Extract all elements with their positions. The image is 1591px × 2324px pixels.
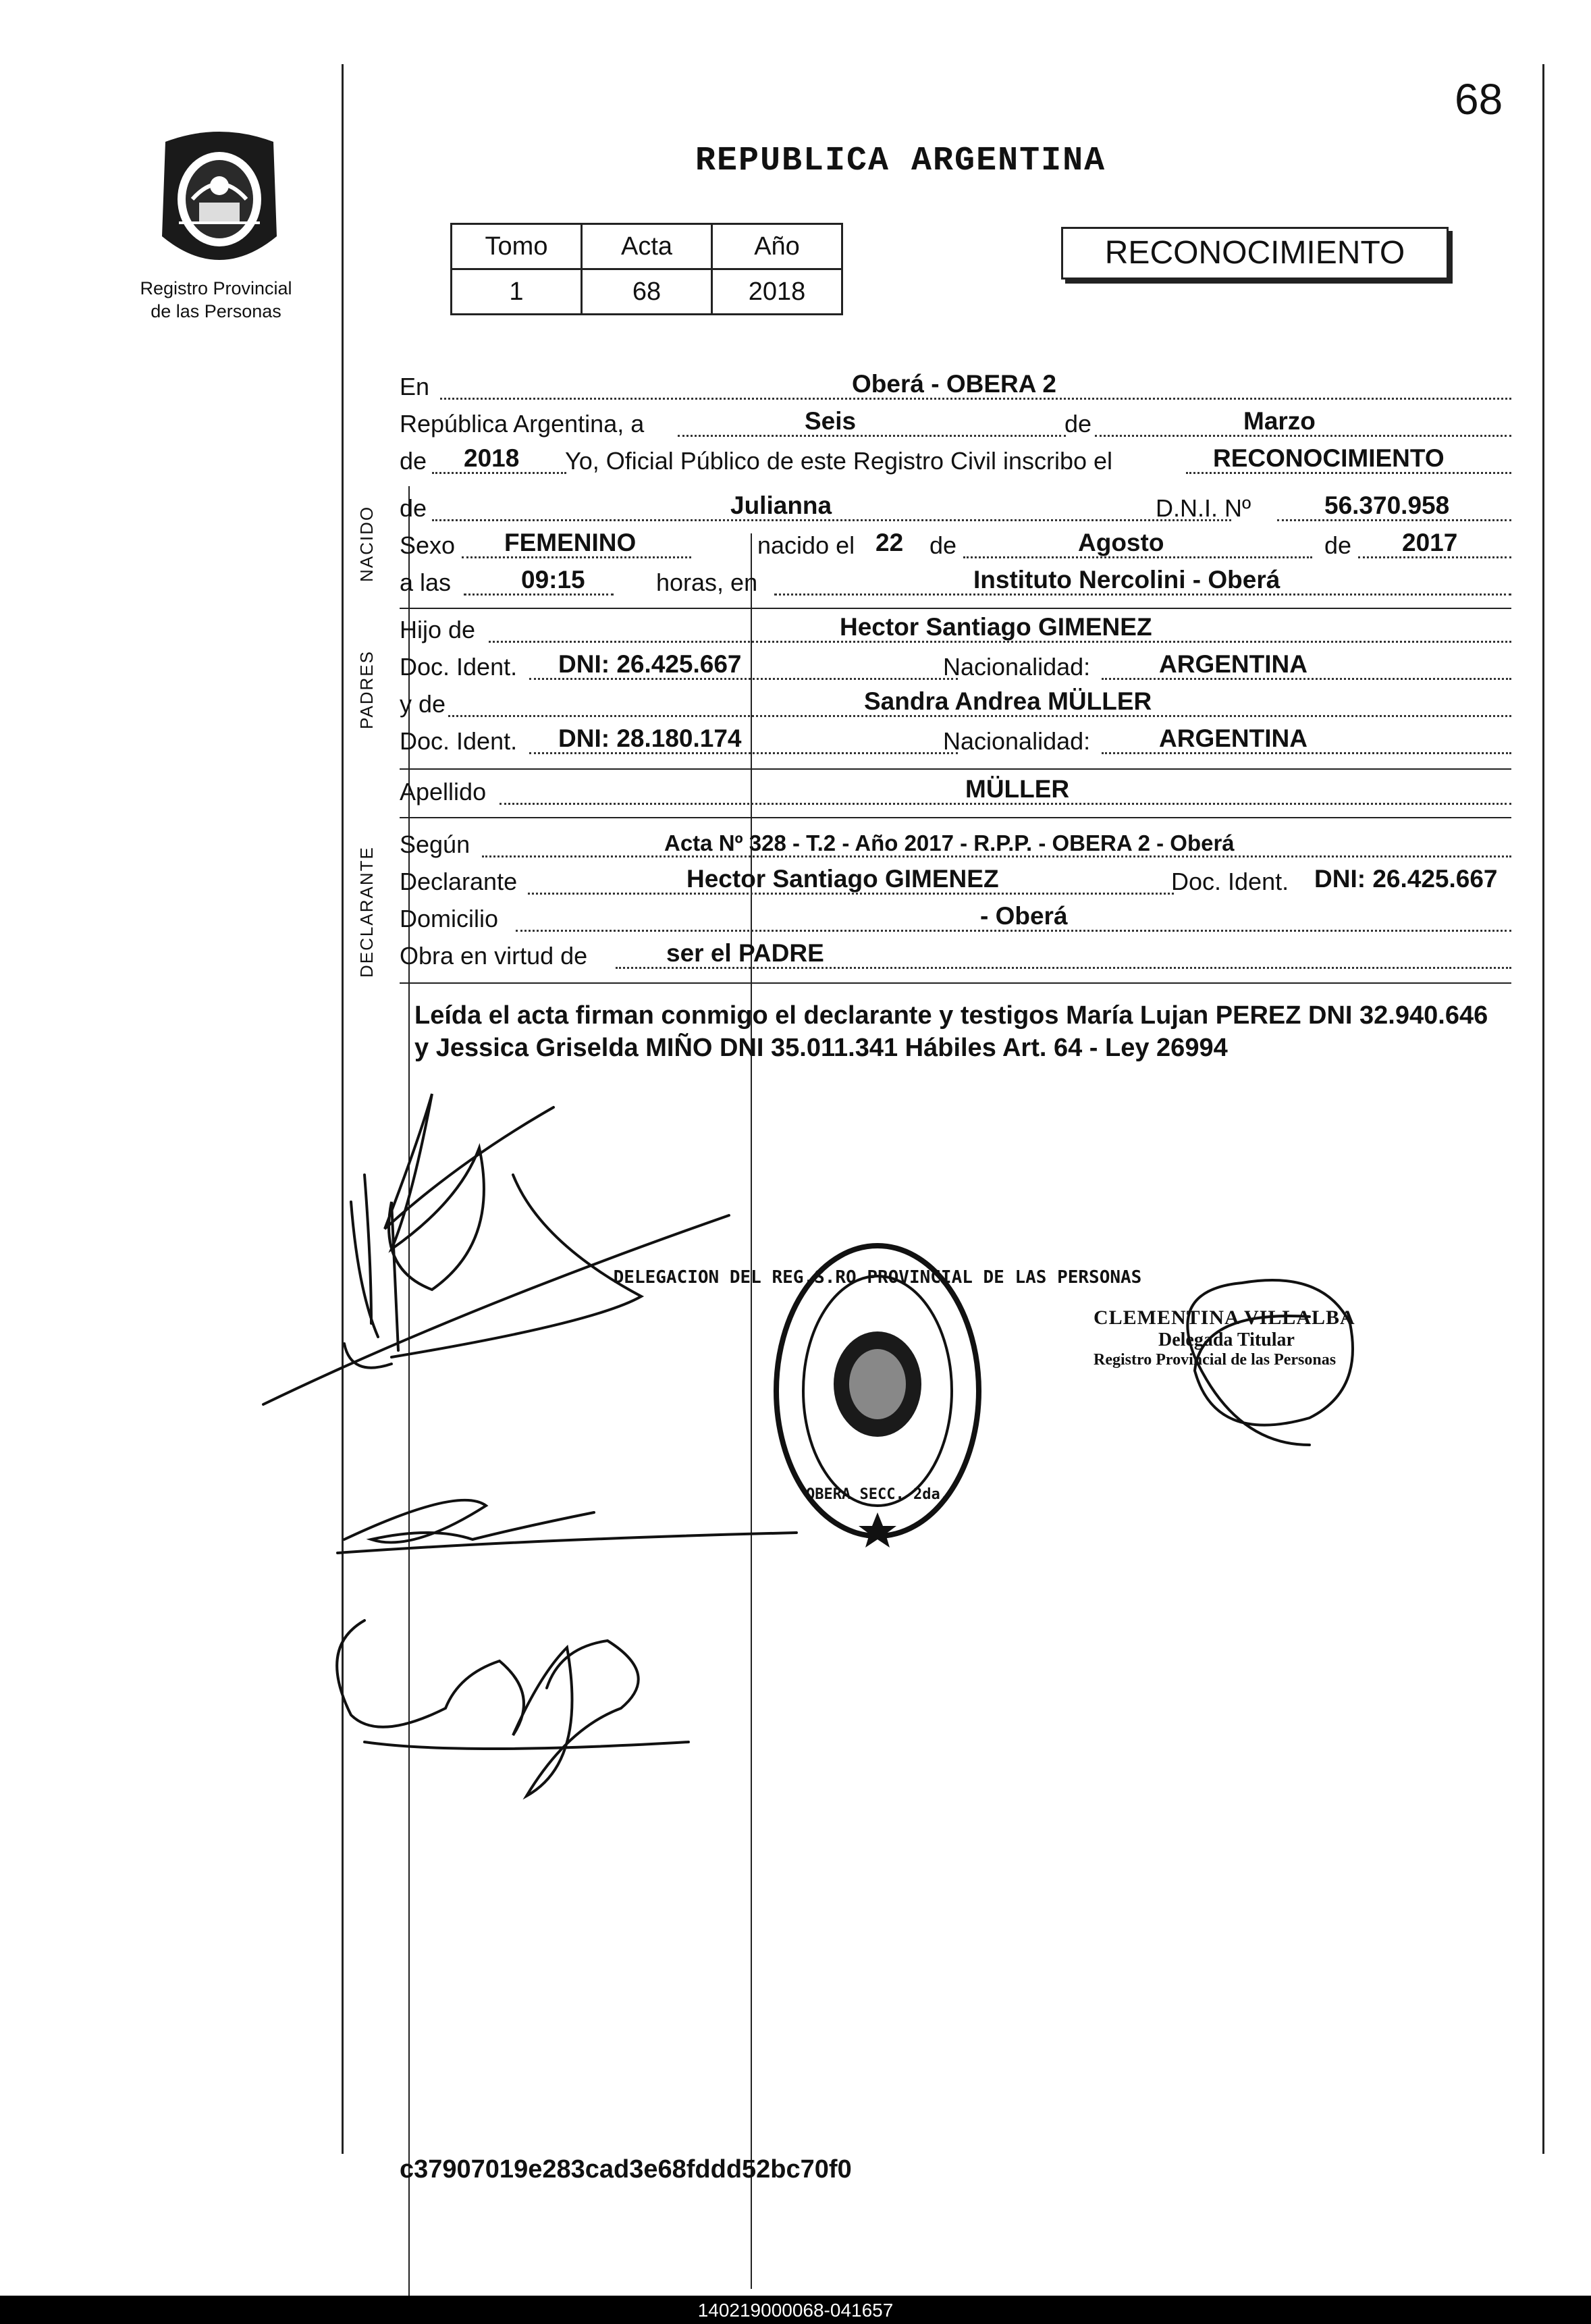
section-divider-apellido bbox=[400, 817, 1511, 818]
witness-signature-1 bbox=[338, 1500, 797, 1553]
en-value: Oberá - OBERA 2 bbox=[852, 370, 1056, 398]
signature-area bbox=[257, 1067, 1539, 1945]
country-title: REPUBLICA ARGENTINA bbox=[695, 142, 1106, 180]
obra-value: ser el PADRE bbox=[666, 939, 824, 967]
page-number: 68 bbox=[1455, 75, 1503, 124]
ano-value: 2018 bbox=[712, 269, 842, 315]
table-header-row bbox=[452, 224, 842, 269]
horas-label: horas, en bbox=[656, 569, 758, 596]
father-nat-value: ARGENTINA bbox=[1159, 650, 1307, 678]
hijo-label: Hijo de bbox=[400, 616, 476, 643]
yde-label: y de bbox=[400, 690, 446, 718]
republica-label: República Argentina, a bbox=[400, 410, 645, 438]
father-nat-label: Nacionalidad: bbox=[943, 653, 1091, 681]
inscribe-value: RECONOCIMIENTO bbox=[1213, 444, 1445, 472]
dni-value: 56.370.958 bbox=[1324, 492, 1450, 519]
birth-de-2: de bbox=[1324, 531, 1352, 559]
row-hour-place bbox=[400, 566, 1511, 600]
footer-code: 140219000068-041657 bbox=[697, 2300, 894, 2321]
domicilio-label: Domicilio bbox=[400, 905, 499, 932]
birth-day: 22 bbox=[875, 529, 904, 556]
sexo-label: Sexo bbox=[400, 531, 456, 559]
hash-code: c37907019e283cad3e68fddd52bc70f0 bbox=[400, 2155, 852, 2184]
row-father-doc bbox=[400, 650, 1511, 684]
right-margin-line bbox=[1542, 64, 1544, 2154]
table-header-acta: Acta bbox=[582, 224, 712, 269]
row-segun bbox=[400, 828, 1511, 862]
row-mother-doc bbox=[400, 724, 1511, 758]
declarante-value: Hector Santiago GIMENEZ bbox=[686, 865, 999, 893]
apellido-value: MÜLLER bbox=[965, 775, 1070, 803]
year-value: 2018 bbox=[464, 444, 520, 472]
official-role: Delegada Titular bbox=[1158, 1329, 1295, 1350]
acta-value: 68 bbox=[582, 269, 712, 315]
row-mother bbox=[400, 687, 1511, 721]
row-name bbox=[400, 492, 1511, 525]
registry-name: Registro Provincial de las Personas bbox=[140, 278, 292, 321]
day-value: Seis bbox=[805, 407, 857, 435]
row-domicilio bbox=[400, 902, 1511, 936]
padres-side-label: PADRES bbox=[356, 650, 377, 729]
section-divider-nacido bbox=[400, 608, 1511, 609]
official-stamp bbox=[1094, 1306, 1355, 1369]
province-emblem bbox=[152, 122, 287, 284]
mother-value: Sandra Andrea MÜLLER bbox=[864, 687, 1152, 715]
declarante-label: Declarante bbox=[400, 868, 518, 895]
closing-paragraph: Leída el acta firman conmigo el declarante y testigos María Lujan PEREZ DNI 32.940.646 y Jessica Griselda MIÑO DNI 35.011.341 Hábiles Art. 64 - Ley 26994 bbox=[414, 1001, 1488, 1062]
act-number-table bbox=[450, 223, 843, 315]
mother-doc-value: DNI: 28.180.174 bbox=[558, 724, 742, 752]
row-father bbox=[400, 613, 1511, 647]
table-header-tomo: Tomo bbox=[452, 224, 582, 269]
declarante-doc-label: Doc. Ident. bbox=[1171, 868, 1289, 895]
declarante-side-label: DECLARANTE bbox=[356, 846, 377, 978]
official-text: Yo, Oficial Público de este Registro Civil inscribo el bbox=[565, 447, 1113, 475]
declarant-signature bbox=[263, 1094, 729, 1404]
row-declarante bbox=[400, 865, 1511, 899]
apellido-label: Apellido bbox=[400, 778, 487, 806]
a-las-label: a las bbox=[400, 569, 452, 596]
segun-value: Acta Nº 328 - T.2 - Año 2017 - R.P.P. - OBERA 2 - Oberá bbox=[664, 830, 1235, 855]
segun-label: Según bbox=[400, 830, 470, 858]
declarante-doc-value: DNI: 26.425.667 bbox=[1314, 865, 1498, 893]
document-type-box: RECONOCIMIENTO bbox=[1061, 227, 1449, 280]
witness-signature-2 bbox=[337, 1620, 689, 1796]
birth-year: 2017 bbox=[1402, 529, 1458, 556]
mother-nat-value: ARGENTINA bbox=[1159, 724, 1307, 752]
father-doc-value: DNI: 26.425.667 bbox=[558, 650, 742, 678]
official-name: CLEMENTINA VILLALBA bbox=[1094, 1306, 1355, 1329]
row-sex-birth bbox=[400, 529, 1511, 562]
seal-inner-text: OBERA SECC. 2da. bbox=[806, 1486, 949, 1503]
official-office: Registro Provincial de las Personas bbox=[1094, 1351, 1337, 1369]
section-divider-declarante bbox=[400, 982, 1511, 984]
row-date bbox=[400, 407, 1511, 441]
table-header-ano: Año bbox=[712, 224, 842, 269]
place-value: Instituto Nercolini - Oberá bbox=[973, 566, 1280, 593]
nacido-label: nacido el bbox=[757, 531, 855, 559]
hour-value: 09:15 bbox=[521, 566, 585, 593]
section-divider-padres bbox=[400, 768, 1511, 770]
father-value: Hector Santiago GIMENEZ bbox=[840, 613, 1152, 641]
domicilio-value: - Oberá bbox=[980, 902, 1068, 930]
year-label: de bbox=[400, 447, 427, 475]
mother-doc-label: Doc. Ident. bbox=[400, 727, 518, 755]
mother-nat-label: Nacionalidad: bbox=[943, 727, 1091, 755]
en-label: En bbox=[400, 373, 430, 400]
row-inscribe bbox=[400, 444, 1511, 478]
sexo-value: FEMENINO bbox=[504, 529, 637, 556]
table-row bbox=[452, 269, 842, 315]
nacido-side-label: NACIDO bbox=[356, 505, 377, 582]
seal-outer-text: DELEGACION DEL REG.S.RO PROVINCIAL DE LAS PERSONAS bbox=[613, 1267, 1142, 1288]
obra-label: Obra en virtud de bbox=[400, 942, 588, 970]
month-value: Marzo bbox=[1243, 407, 1316, 435]
row-en bbox=[400, 370, 1511, 404]
row-surname bbox=[400, 775, 1511, 809]
birth-month: Agosto bbox=[1078, 529, 1164, 556]
birth-de-1: de bbox=[929, 531, 957, 559]
name-value: Julianna bbox=[730, 492, 832, 519]
emblem-icon bbox=[152, 122, 287, 284]
registry-seal bbox=[614, 1246, 1142, 1548]
row-obra bbox=[400, 939, 1511, 973]
footer-bar bbox=[0, 2296, 1591, 2324]
dni-label: D.N.I. Nº bbox=[1156, 494, 1251, 522]
de-name-label: de bbox=[400, 494, 427, 522]
tomo-value: 1 bbox=[452, 269, 582, 315]
de-label: de bbox=[1064, 410, 1092, 438]
father-doc-label: Doc. Ident. bbox=[400, 653, 518, 681]
